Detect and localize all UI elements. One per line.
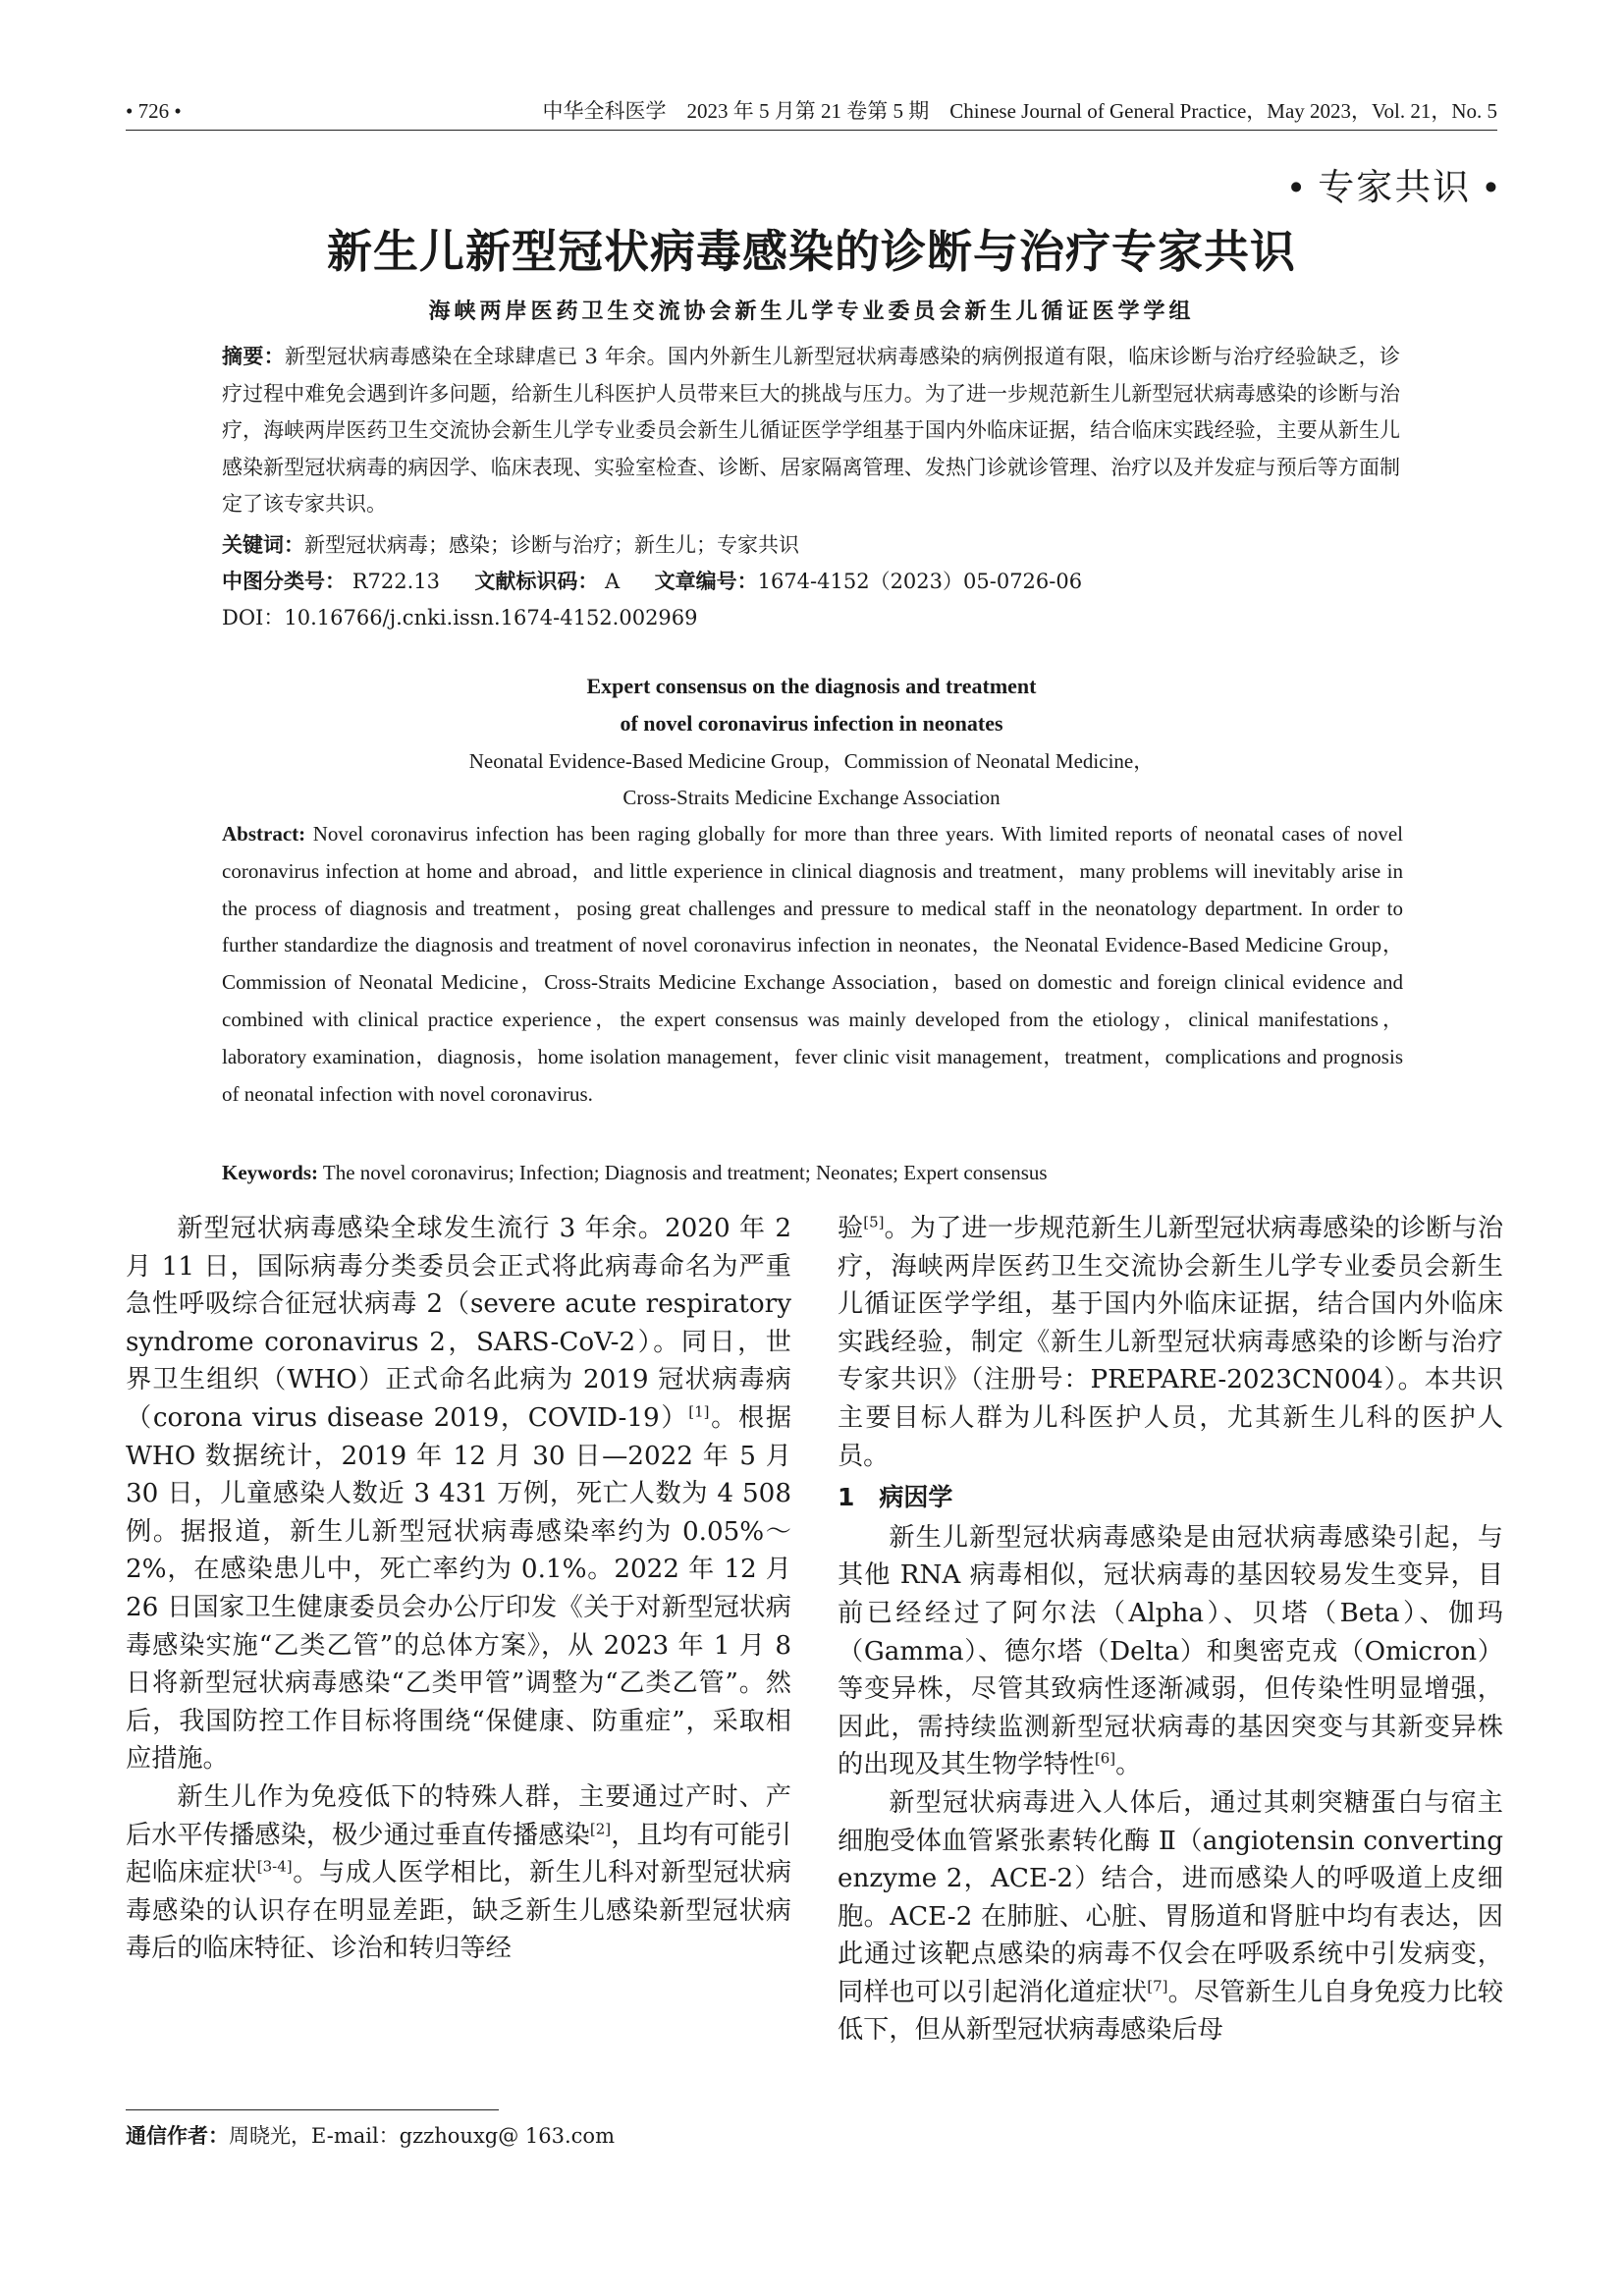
body-paragraph bbox=[838, 1210, 1503, 1475]
abstract-en-label: Abstract: bbox=[222, 822, 306, 846]
keywords-cn-text: 新型冠状病毒；感染；诊断与治疗；新生儿；专家共识 bbox=[304, 533, 799, 557]
abstract-en-text: Novel coronavirus infection has been raging globally for more than three years. With limited reports of neonatal cases of novel coronavirus infection at home and abroad，and little experience in clinical diagnosis and treatment，many problems will inevitably arise in the process of diagnosis and treatment，posing great challenges and pressure to medical staff in the neonatology department. In order to further standardize the diagnosis and treatment of novel coronavirus infection in neonates，the Neonatal Evidence-Based Medicine Group，Commission of Neonatal Medicine，Cross-Straits Medicine Exchange Association，based on domestic and foreign clinical evidence and combined with clinical practice experience，the expert consensus was mainly developed from the etiology，clinical manifestations，laboratory examination，diagnosis，home isolation management，fever clinic visit management，treatment，complications and prognosis of neonatal infection with novel coronavirus. bbox=[222, 822, 1403, 1106]
abstract-cn bbox=[222, 339, 1400, 523]
keywords-cn bbox=[222, 527, 1400, 565]
body-paragraph bbox=[126, 1210, 791, 1778]
doc-code-label: 文献标识码： bbox=[474, 570, 599, 593]
keywords-en bbox=[222, 1155, 1403, 1192]
body-text: 。为了进一步规范新生儿新型冠状病毒感染的诊断与治疗，海峡两岸医药卫生交流协会新生儿学专业委员会新生儿循证医学学组，基于国内外临床证据，结合国内外临床实践经验，制定《新生儿新型冠状病毒感染的诊断与治疗专家共识》（注册号：PREPARE-2023CN004）。本共识主要目标人群为儿科医护人员，尤其新生儿科的医护人员。 bbox=[838, 1214, 1504, 1471]
body-text: 。根据 WHO 数据统计，2019 年 12 月 30 日—2022 年 5 月 30 日，儿童感染人数近 3 431 万例，死亡人数为 4 508 例。据报道，新生儿新型冠状病毒感染率约为 0.05%～2%，在感染患儿中，死亡率约为 0.1%。2022 年 12 月 26 日国家卫生健康委员会办公厅印发《关于对新型冠状病毒感染实施“乙类乙管”的总体方案》，从 2023 年 1 月 8 日将新型冠状病毒感染“乙类甲管”调整为“乙类乙管”。然后，我国防控工作目标将围绕“保健康、防重症”，采取相应措施。 bbox=[126, 1402, 792, 1775]
citation-ref[interactable]: [2] bbox=[589, 1819, 612, 1837]
article-title-cn: 新生儿新型冠状病毒感染的诊断与治疗专家共识 bbox=[327, 225, 1296, 278]
article-no-label: 文章编号： bbox=[654, 570, 758, 593]
body-text: 新生儿新型冠状病毒感染是由冠状病毒感染引起，与其他 RNA 病毒相似，冠状病毒的基因较易发生变异，目前已经经过了阿尔法（Alpha）、贝塔（Beta）、伽玛（Gamma）、德尔塔（Delta）和奥密克戎（Omicron）等变异株，尽管其致病性逐渐减弱，但传染性明显增强，因此，需持续监测新型冠状病毒的基因突变与其新变异株的出现及其生物学特性 bbox=[838, 1522, 1503, 1780]
body-column-left bbox=[126, 1210, 791, 1968]
body-paragraph bbox=[838, 1519, 1503, 1784]
author-group-en-line2: Cross-Straits Medicine Exchange Association bbox=[622, 786, 1001, 809]
body-text: 。 bbox=[1115, 1750, 1142, 1780]
article-title-en-line1: Expert consensus on the diagnosis and treatment bbox=[586, 674, 1037, 698]
body-text: 。尽管新生儿自身免疫力比较低下，但从新型冠状病毒感染后母 bbox=[838, 1977, 1504, 2046]
body-column-right bbox=[838, 1210, 1503, 2050]
keywords-en-text: The novel coronavirus; Infection; Diagnosis and treatment; Neonates; Expert consensus bbox=[322, 1161, 1048, 1184]
section-tag: • 专家共识 • bbox=[1289, 166, 1499, 208]
body-paragraph bbox=[126, 1778, 791, 1968]
body-paragraph bbox=[838, 1784, 1503, 2050]
footnote-rule bbox=[126, 2109, 499, 2110]
body-text: ，且均有可能引起临床症状 bbox=[126, 1820, 791, 1888]
citation-ref[interactable]: [6] bbox=[1094, 1749, 1116, 1768]
doc-code-value: A bbox=[605, 570, 621, 593]
journal-citation-line: 中华全科医学 2023 年 5 月第 21 卷第 5 期 Chinese Journal of General Practice，May 2023，Vol. 21，No. 5 bbox=[542, 99, 1497, 123]
abstract-en bbox=[222, 816, 1403, 1113]
footnote-text: 周晓光，E-mail：gzzhouxg@ 163.com bbox=[229, 2124, 615, 2148]
article-title-en-line2: of novel coronavirus infection in neonates bbox=[620, 711, 1003, 736]
citation-ref[interactable]: [5] bbox=[863, 1213, 885, 1231]
body-text: 新生儿作为免疫低下的特殊人群，主要通过产时、产后水平传播感染，极少通过垂直传播感染 bbox=[126, 1781, 791, 1850]
abstract-cn-text: 新型冠状病毒感染在全球肆虐已 3 年余。国内外新生儿新型冠状病毒感染的病例报道有限，临床诊断与治疗经验缺乏，诊疗过程中难免会遇到许多问题，给新生儿科医护人员带来巨大的挑战与压力。为了进一步规范新生儿新型冠状病毒感染的诊断与治疗，海峡两岸医药卫生交流协会新生儿学专业委员会新生儿循证医学学组基于国内外临床证据，结合临床实践经验，主要从新生儿感染新型冠状病毒的病因学、临床表现、实验室检查、诊断、居家隔离管理、发热门诊就诊管理、治疗以及并发症与预后等方面制定了该专家共识。 bbox=[222, 345, 1400, 516]
doi: DOI：10.16766/j.cnki.issn.1674-4152.002969 bbox=[222, 606, 698, 629]
doi-line bbox=[222, 600, 1400, 637]
section-heading: 1 病因学 bbox=[838, 1483, 953, 1512]
abstract-cn-label: 摘要： bbox=[222, 345, 285, 368]
body-text: 。与成人医学相比，新生儿科对新型冠状病毒感染的认识存在明显差距，缺乏新生儿感染新型冠状病毒后的临床特征、诊治和转归等经 bbox=[126, 1858, 792, 1964]
running-header bbox=[126, 94, 1497, 128]
clc-value: R722.13 bbox=[352, 570, 440, 593]
abstract-cn-paragraph bbox=[222, 339, 1400, 523]
author-group-cn: 海峡两岸医药卫生交流协会新生儿学专业委员会新生儿循证医学学组 bbox=[428, 299, 1195, 324]
citation-ref[interactable]: [1] bbox=[688, 1402, 710, 1421]
footnote-label: 通信作者： bbox=[126, 2124, 229, 2148]
body-text: 验 bbox=[838, 1214, 864, 1243]
article-no-value: 1674-4152（2023）05-0726-06 bbox=[757, 570, 1083, 593]
citation-ref[interactable]: [7] bbox=[1147, 1977, 1168, 1995]
keywords-en-label: Keywords: bbox=[222, 1161, 318, 1184]
header-rule bbox=[126, 130, 1497, 131]
clc-label: 中图分类号： bbox=[222, 570, 346, 593]
classification-line bbox=[222, 564, 1400, 601]
author-group-en-line1: Neonatal Evidence-Based Medicine Group，Commission of Neonatal Medicine， bbox=[468, 749, 1155, 773]
corresponding-author-footnote bbox=[126, 2119, 615, 2153]
citation-ref[interactable]: [3-4] bbox=[256, 1857, 293, 1876]
keywords-cn-label: 关键词： bbox=[222, 533, 304, 557]
page-number: • 726 • bbox=[126, 99, 182, 123]
body-text: 新型冠状病毒感染全球发生流行 3 年余。2020 年 2 月 11 日，国际病毒分类委员会正式将此病毒命名为严重急性呼吸综合征冠状病毒 2（severe acute respiratory syndrome coronavirus 2，SARS-CoV-2）。同日，世界卫生组织（WHO）正式命名此病为 2019 冠状病毒病（corona virus disease 2019，COVID-19） bbox=[126, 1214, 791, 1433]
body-text: 新型冠状病毒进入人体后，通过其刺突糖蛋白与宿主细胞受体血管紧张素转化酶 Ⅱ（angiotensin converting enzyme 2，ACE-2）结合，进而感染人的呼吸道上皮细胞。ACE-2 在肺脏、心脏、胃肠道和肾脏中均有表达，因此通过该靶点感染的病毒不仅会在呼吸系统中引发病变，同样也可以引起消化道症状 bbox=[838, 1787, 1503, 2007]
